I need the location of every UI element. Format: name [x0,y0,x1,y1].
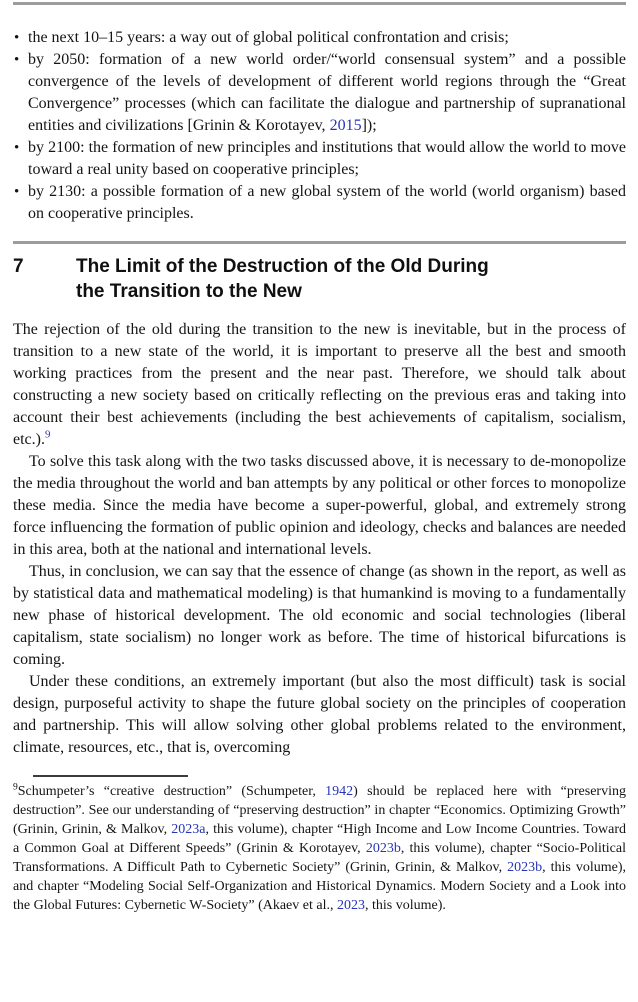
section-number: 7 [13,256,24,277]
top-rule [13,2,626,5]
bullet-item [13,181,626,225]
bullet-marker-icon: • [14,140,20,156]
bullet-item [13,137,626,181]
bullet-text [28,139,626,178]
section-title-line: the Transition to the New [76,281,302,302]
citation-link[interactable]: 2023 [336,898,365,913]
paragraph [13,671,626,759]
section-title [76,254,489,304]
paragraph [13,451,626,561]
bullet-marker-icon: • [14,30,20,46]
paragraph [13,561,626,671]
bullet-item [13,49,626,137]
body-text [13,319,626,759]
bullet-item [13,27,626,49]
text-segment: ) should be replaced here with “preserving destruction”. See our understanding of “preserving destruction” in chapter “Economics. Optimizing Growth” (Grinin, Grinin, & Malkov, [13,784,626,837]
text-segment: by 2130: a possible formation of a new global system of the world (world organism) based on cooperative principles. [28,183,626,222]
citation-link[interactable]: 2023b [507,860,543,875]
text-segment: To solve this task along with the two tasks discussed above, it is necessary to de-monopolize the media throughout the world and ban attempts by any political or other forces to monopolize these media. Since the media have become a super-powerful, global, and extremely strong force influencing the formation of public opinion and ideology, checks and balances are needed in this area, both at the national and international levels. [13,453,626,558]
section-heading [13,254,626,304]
text-segment: by 2050: formation of a new world order/“world consensual system” and a possible convergence of the levels of development of different world regions through the “Great Convergence” processes (which can facilitate the dialogue and partnership of supranational entities and civilizations [Grinin & Korotayev, [28,51,626,134]
text-segment: , this volume), and chapter “Modeling Social Self-Organization and Historical Dynamics. Modern Society and a Look into the Global Futures: Cybernetic W-Society” (Akaev et al., [13,860,626,913]
bullet-text [28,51,626,134]
citation-link[interactable]: 2023b [365,841,401,856]
footnote-rule [33,775,188,777]
text-segment: ]); [361,117,377,134]
book-page [0,2,638,915]
text-segment: Schumpeter’s “creative destruction” (Schumpeter, [17,784,326,799]
bullet-marker-icon: • [14,52,20,68]
text-segment: , this volume). [364,898,446,913]
text-segment: the next 10–15 years: a way out of global political confrontation and crisis; [28,29,509,46]
footnote-marker: 9 [13,782,18,793]
footnote [13,782,626,915]
section-title-line: The Limit of the Destruction of the Old During [76,256,489,277]
bullet-text [28,29,509,46]
text-segment: , this volume), chapter “High Income and Low Income Countries. Toward a Common Goal at Different Speeds” (Grinin & Korotayev, [13,822,626,856]
section-rule [13,241,626,244]
citation-link[interactable]: 2015 [329,117,362,134]
citation-link[interactable]: 1942 [325,784,354,799]
citation-link[interactable]: 2023a [171,822,206,837]
bullet-list [13,27,626,225]
text-segment: Thus, in conclusion, we can say that the essence of change (as shown in the report, as well as by statistical data and mathematical modeling) is that humankind is moving to a fundamentally new phase of historical development. The old economic and social technologies (liberal capitalism, state socialism) no longer work as before. The time of historical bifurcations is coming. [13,563,626,668]
paragraph [13,319,626,451]
text-segment: The rejection of the old during the transition to the new is inevitable, but in the process of transition to a new state of the world, it is important to preserve all the best and smooth working practices from the present and the near past. Therefore, we should talk about constructing a new society based on critically reflecting on the previous eras and taking into account their best achievements (including the best achievements of capitalism, socialism, etc.). [13,321,626,448]
text-segment: , this volume), chapter “Socio-Political Transformations. A Difficult Path to Cybernetic Society” (Grinin, Grinin, & Malkov, [13,841,627,875]
footnote-ref-link[interactable]: 9 [44,428,51,441]
bullet-marker-icon: • [14,184,20,200]
bullet-text [28,183,626,222]
text-segment: by 2100: the formation of new principles and institutions that would allow the world to move toward a real unity based on cooperative principles; [28,139,626,178]
text-segment: Under these conditions, an extremely important (but also the most difficult) task is social design, purposeful activity to shape the future global society on the principles of cooperation and partnership. This will allow solving other global problems related to the environment, climate, resources, etc., that is, overcoming [13,673,626,756]
